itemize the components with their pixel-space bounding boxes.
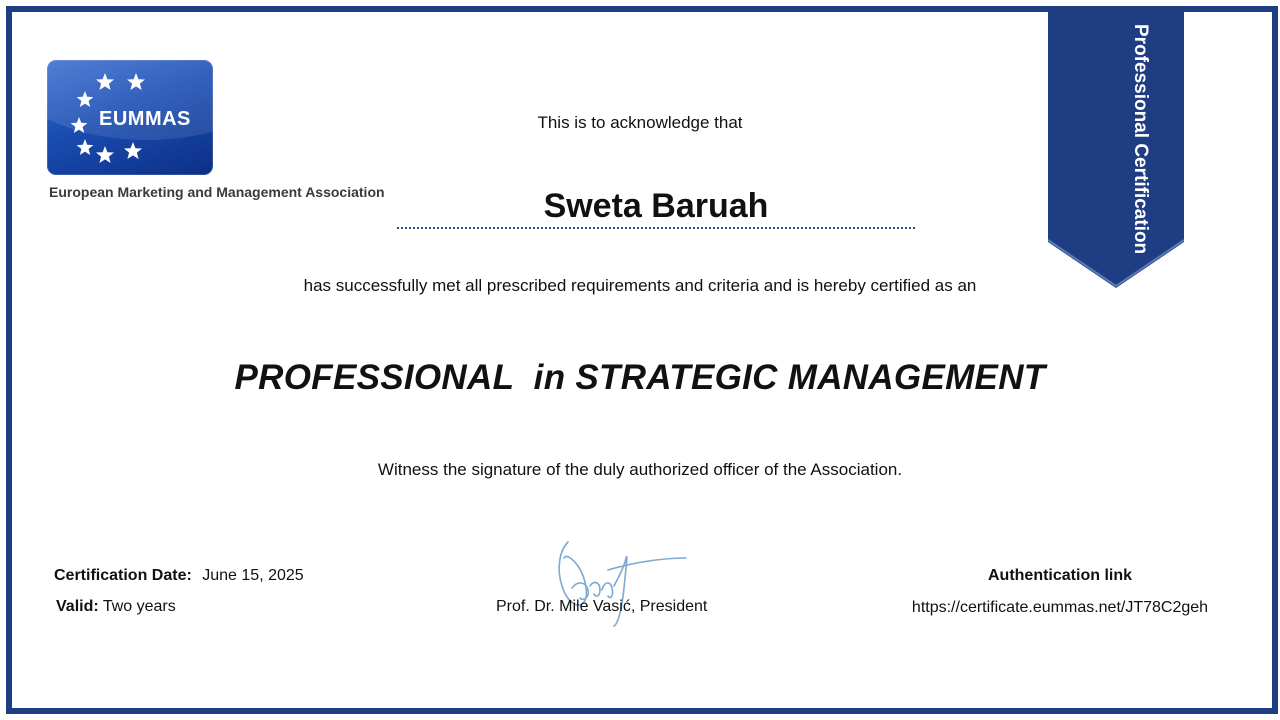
date-label: Certification Date: — [54, 567, 192, 584]
ribbon-label: Professional Certification — [1130, 24, 1151, 255]
organization-name: European Marketing and Management Association — [49, 184, 385, 200]
logo-wordmark: EUMMAS — [99, 108, 191, 130]
certification-date — [54, 567, 304, 585]
recipient-name: Sweta Baruah — [543, 187, 769, 225]
witness-text: Witness the signature of the duly authorized officer of the Association. — [377, 460, 903, 479]
authentication-label: Authentication link — [988, 567, 1132, 584]
ribbon-banner-icon — [1048, 12, 1184, 288]
requirements-text: has successfully met all prescribed requirements and criteria and is hereby certified as an — [303, 276, 977, 295]
authentication-link[interactable]: https://certificate.eummas.net/JT78C2geh — [911, 599, 1209, 616]
certification-ribbon — [1048, 12, 1184, 288]
name-underline — [397, 227, 915, 229]
validity — [56, 598, 176, 616]
signatory-name: Prof. Dr. Mile Vasić, President — [496, 598, 708, 615]
acknowledge-text: This is to acknowledge that — [537, 113, 743, 132]
certificate-frame — [6, 6, 1278, 714]
certification-title: PROFESSIONAL in STRATEGIC MANAGEMENT — [234, 358, 1046, 397]
valid-label: Valid: — [56, 598, 99, 615]
date-value: June 15, 2025 — [202, 567, 304, 584]
valid-value: Two years — [102, 598, 176, 615]
